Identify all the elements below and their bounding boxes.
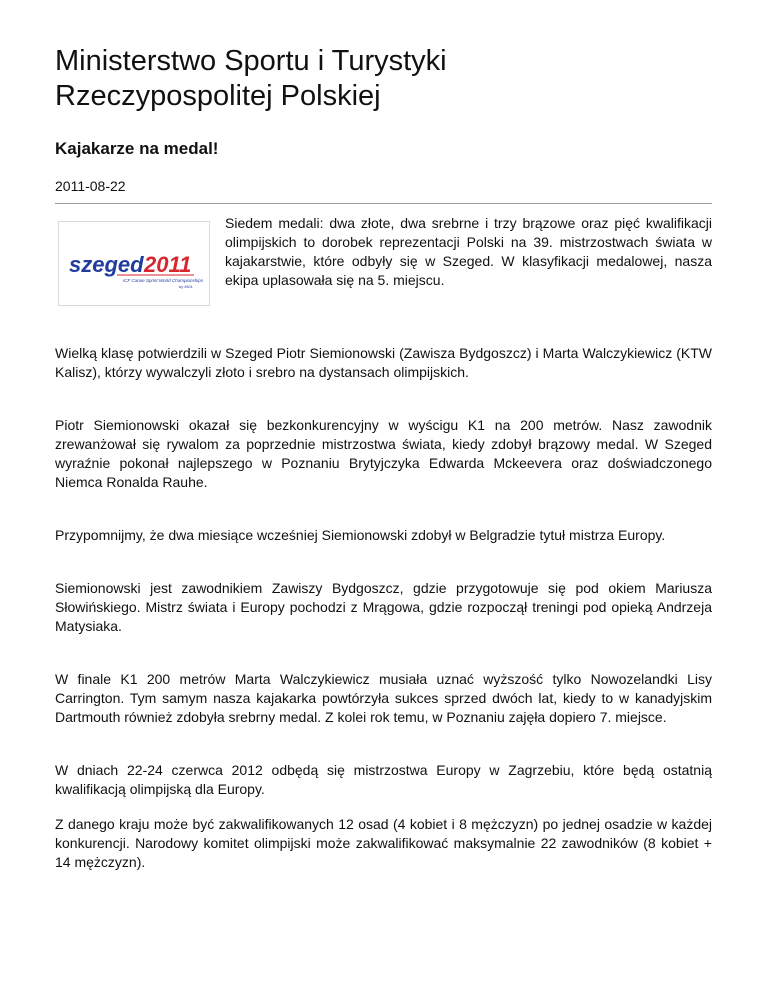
body-paragraph: W finale K1 200 metrów Marta Walczykiewicz musiała uznać wyższość tylko Nowozelandki Lisy Carrington. Tym samym nasza kajakarka powtórzyła sukces sprzed dwóch lat, kiedy to w kanadyjskim Dartmouth również zdobyła srebrny medal. Z kolei rok temu, w Poznaniu zajęła dopiero 7. miejsce.: [55, 671, 712, 725]
article-title: Kajakarze na medal!: [55, 139, 219, 158]
logo-wordmark: szeged: [69, 252, 144, 277]
article-lead: [55, 214, 713, 306]
logo-year: 2011: [144, 252, 192, 277]
lead-paragraph: Siedem medali: dwa złote, dwa srebrne i trzy brązowe oraz pięć kwalifikacji olimpijskich to dorobek reprezentacji Polski na 39. mistrzostwach świata w kajakarstwie, które odbyły się w Szeged. W klasyfikacji medalowej, nasza ekipa uplasowała się na 5. miejscu.: [225, 215, 712, 288]
body-paragraph: Piotr Siemionowski okazał się bezkonkurencyjny w wyścigu K1 na 200 metrów. Nasz zawodnik zrewanżował się rywalom za poprzednie mistrzostwa świata, kiedy zdobył brązowy medal. W Szeged wyraźnie pokonał najlepszego w Poznaniu Brytyjczyka Edwarda Mckeevera oraz doświadczonego Niemca Ronalda Rauhe.: [55, 417, 712, 490]
body-paragraph: Wielką klasę potwierdzili w Szeged Piotr Siemionowski (Zawisza Bydgoszcz) i Marta Walczykiewicz (KTW Kalisz), którzy wywalczyli złoto i srebro na dystansach olimpijskich.: [55, 345, 712, 380]
article-date: 2011-08-22: [55, 178, 126, 194]
szeged-2011-logo: [58, 221, 210, 306]
body-paragraph: Przypomnijmy, że dwa miesiące wcześniej Siemionowski zdobył w Belgradzie tytuł mistrza Europy.: [55, 527, 666, 543]
logo-byline: by MOL: [179, 284, 194, 289]
body-paragraph: W dniach 22-24 czerwca 2012 odbędą się mistrzostwa Europy w Zagrzebiu, które będą ostatnią kwalifikacją olimpijską dla Europy.: [55, 762, 712, 797]
site-title-line1: Ministerstwo Sportu i Turystyki: [55, 45, 447, 77]
body-paragraph: Siemionowski jest zawodnikiem Zawiszy Bydgoszcz, gdzie przygotowuje się pod okiem Mariusza Słowińskiego. Mistrz świata i Europy pochodzi z Mrągowa, gdzie rozpoczął treningi pod opieką Andrzeja Matysiaka.: [55, 580, 712, 634]
divider: [55, 203, 712, 204]
body-paragraph: Z danego kraju może być zakwalifikowanych 12 osad (4 kobiet i 8 mężczyzn) po jednej osadzie w każdej konkurencji. Narodowy komitet olimpijski może zakwalifikować maksymalnie 22 zawodników (8 kobiet + 14 mężczyzn).: [55, 816, 712, 870]
szeged-2011-logo-graphic: [59, 222, 209, 305]
logo-subtitle: ICF Canoe Sprint World Championships: [123, 278, 203, 283]
site-title-line2: Rzeczypospolitej Polskiej: [55, 80, 381, 112]
site-title: [55, 0, 713, 114]
